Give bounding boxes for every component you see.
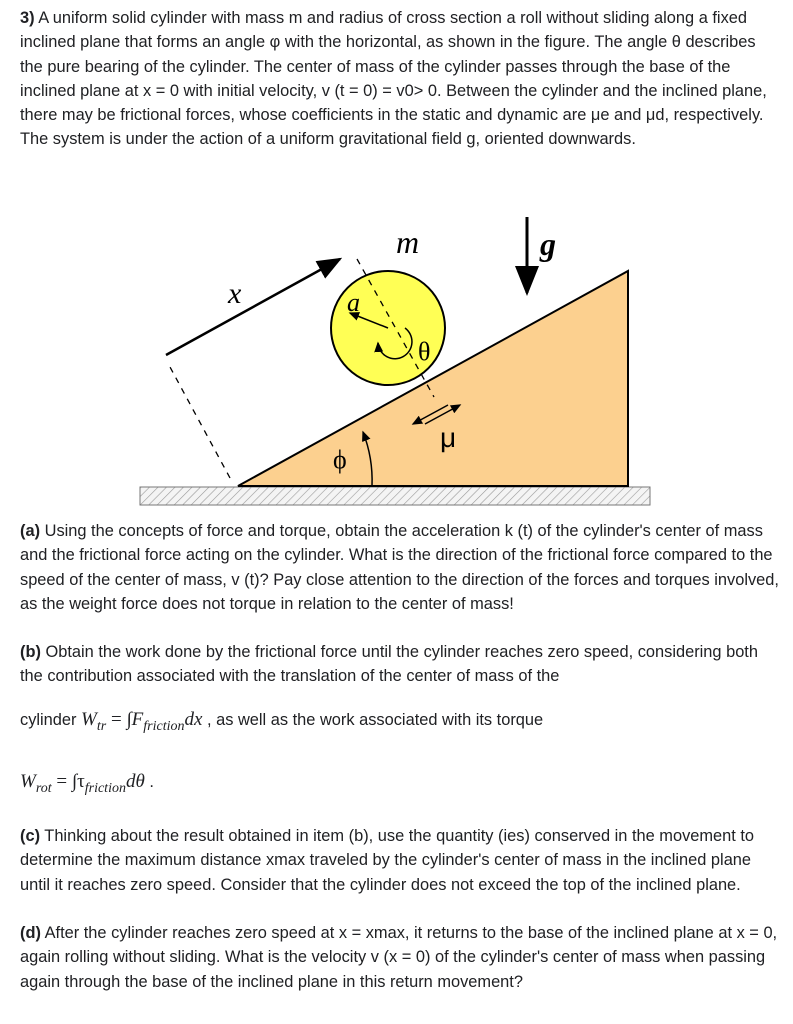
equals-sign: = bbox=[106, 709, 127, 730]
part-c bbox=[20, 824, 780, 897]
part-b-suffix: , as well as the work associated with its torque bbox=[202, 711, 544, 729]
w-rot-symbol: W bbox=[20, 771, 36, 792]
x-axis-arrow bbox=[166, 259, 340, 355]
mass-label: m bbox=[396, 224, 420, 260]
x-label: x bbox=[228, 277, 242, 310]
rot-period: . bbox=[144, 773, 154, 791]
part-a-text: Using the concepts of force and torque, obtain the acceleration k (t) of the cylinder's center of mass and the frictional force acting on the cylinder. What is the direction of the frictional force compared to the speed of the center of mass, v (t)? Pay close attention to the direction of the forces and torques involved, as the weight force does not torque in relation to the center of mass! bbox=[20, 522, 779, 613]
dx-symbol: dx bbox=[184, 709, 203, 730]
part-c-label: (c) bbox=[20, 827, 41, 845]
part-b bbox=[20, 640, 780, 689]
part-d-text: After the cylinder reaches zero speed at x = xmax, it returns to the base of the inclined plane at x = 0, again rolling without sliding. What is the velocity v (x = 0) of the cylinder's center of mass when passing again through the base of the inclined plane in this return movement? bbox=[20, 924, 778, 991]
problem-number: 3) bbox=[20, 9, 35, 27]
part-a bbox=[20, 519, 780, 616]
part-b-text: Obtain the work done by the frictional force until the cylinder reaches zero speed, considering both the contribution associated with the translation of the center of mass of the bbox=[20, 643, 758, 686]
tau-symbol: τ bbox=[77, 771, 85, 792]
problem-text: A uniform solid cylinder with mass m and radius of cross section a roll without sliding along a fixed inclined plane that forms an angle φ with the horizontal, as shown in the figure. The angle θ describes the pure bearing of the cylinder. The center of mass of the cylinder passes through the base of the inclined plane at x = 0 with initial velocity, v (t = 0) = v0> 0. Between the cylinder and the inclined plane, there may be frictional forces, whose coefficients in the static and dynamic are μe and μd, respectively. The system is under the action of a uniform gravitational field g, oriented downwards. bbox=[20, 9, 767, 149]
w-symbol: W bbox=[81, 709, 97, 730]
part-a-label: (a) bbox=[20, 522, 41, 540]
ground-hatch bbox=[140, 487, 650, 505]
part-b-label: (b) bbox=[20, 643, 41, 661]
part-d-label: (d) bbox=[20, 924, 41, 942]
problem-statement bbox=[20, 6, 780, 152]
gravity-label: g bbox=[540, 226, 556, 262]
dashed-base-line bbox=[170, 367, 230, 478]
part-d bbox=[20, 921, 780, 994]
w-tr-subscript: tr bbox=[96, 719, 107, 734]
f-friction-subscript: friction bbox=[143, 719, 185, 734]
tau-friction-subscript: friction bbox=[84, 781, 126, 796]
rot-integral-sign: ∫ bbox=[71, 771, 78, 792]
w-rot-subscript: rot bbox=[35, 781, 52, 796]
inclined-plane-figure bbox=[0, 195, 793, 515]
part-c-text: Thinking about the result obtained in item (b), use the quantity (ies) conserved in the movement to determine the maximum distance xmax traveled by the cylinder's center of mass in the inclined plane until it reaches zero speed. Consider that the cylinder does not exceed the top of the inclined plane. bbox=[20, 827, 755, 894]
integral-sign: ∫ bbox=[126, 709, 132, 730]
part-b-equation-line bbox=[20, 708, 780, 734]
mu-label: μ bbox=[440, 422, 457, 453]
w-rot-equation bbox=[20, 770, 780, 796]
radius-label: a bbox=[347, 288, 360, 317]
dtheta-symbol: dθ bbox=[125, 771, 145, 792]
theta-label: θ bbox=[418, 337, 431, 366]
rot-equals-sign: = bbox=[51, 771, 72, 792]
part-b-cylinder-word: cylinder bbox=[20, 711, 82, 729]
phi-label: ϕ bbox=[333, 445, 347, 474]
f-symbol: F bbox=[131, 709, 144, 730]
